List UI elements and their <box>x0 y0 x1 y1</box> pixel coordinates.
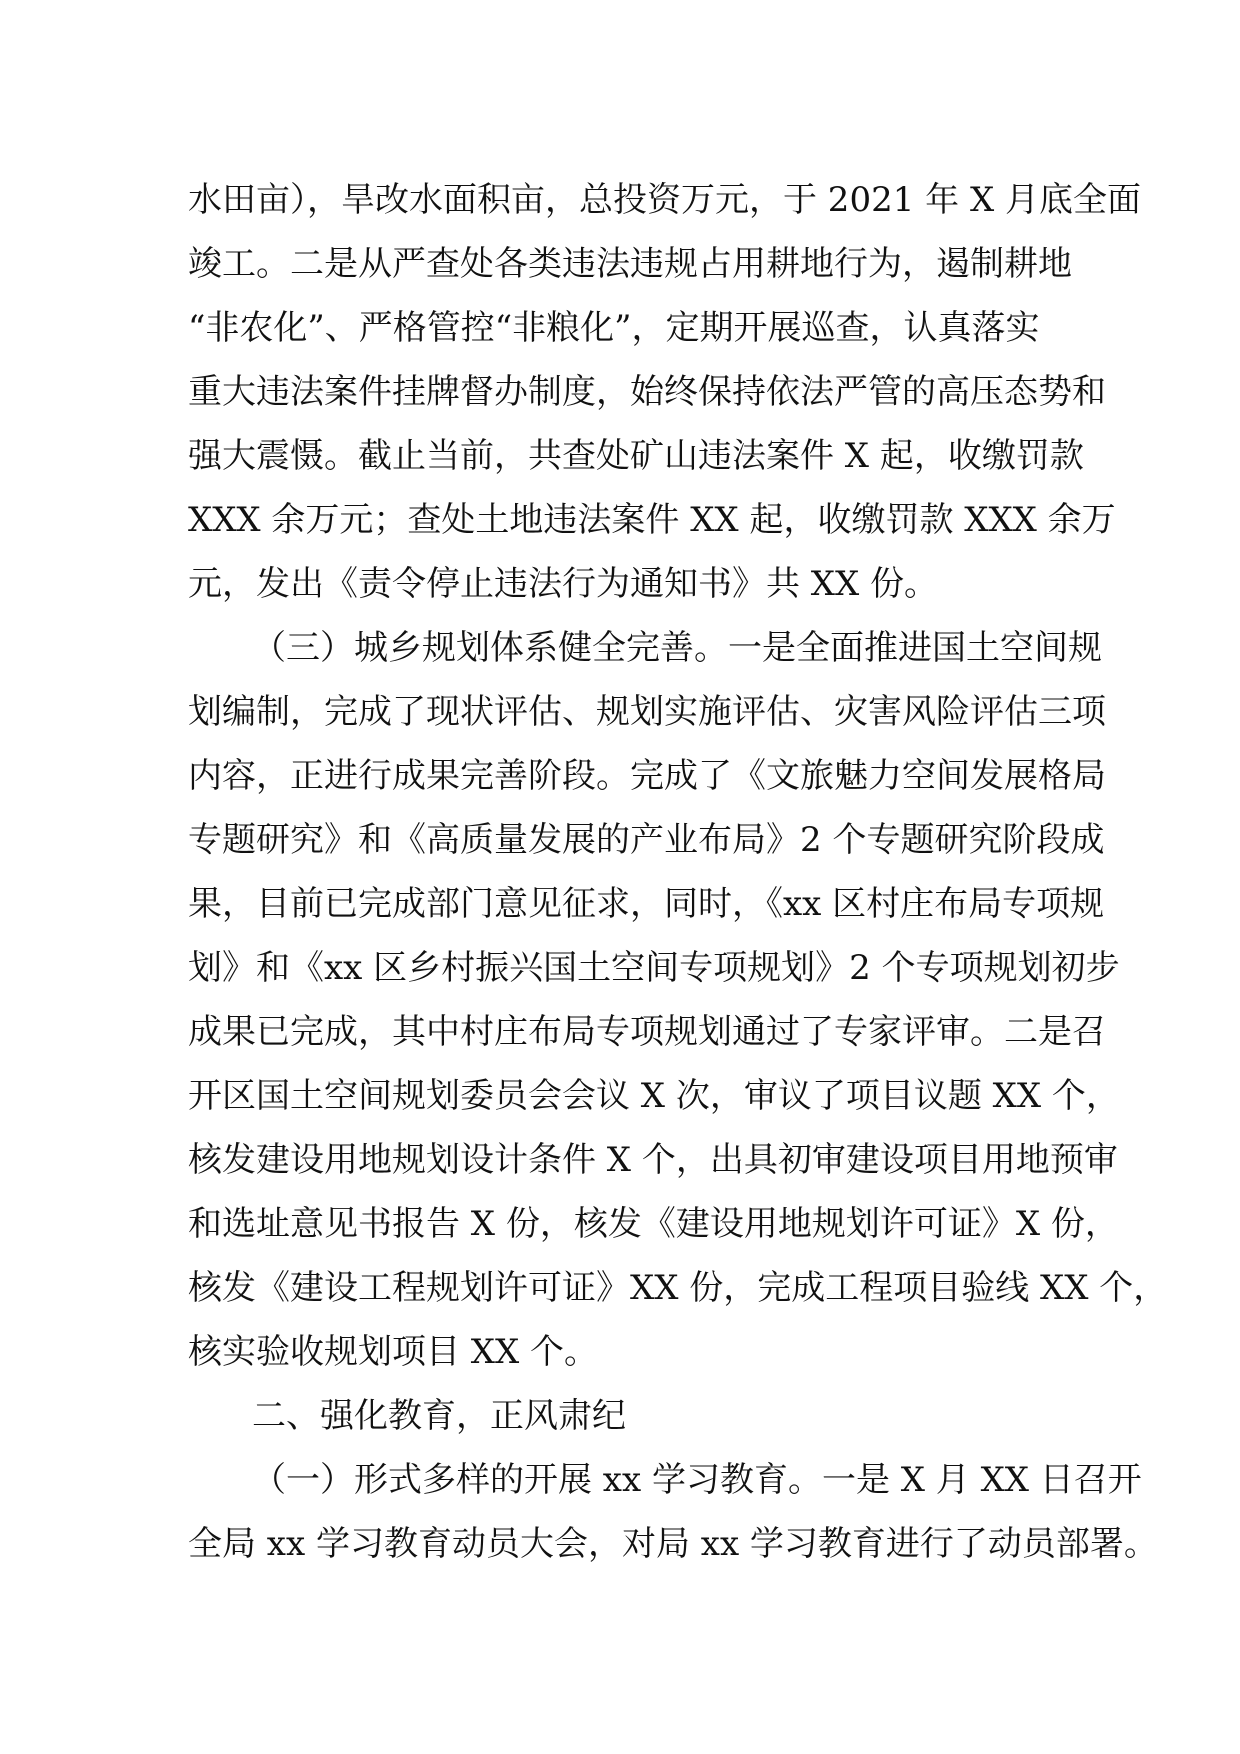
section-heading-line: （一）形式多样的开展 xx 学习教育。一是 X 月 XX 日召开 <box>252 1460 1142 1500</box>
body-text <box>188 168 1168 1576</box>
text-line: 核发建设用地规划设计条件 X 个，出具初审建设项目用地预审 <box>188 1140 1118 1180</box>
text-line: 划》和《xx 区乡村振兴国土空间专项规划》2 个专项规划初步 <box>188 948 1120 988</box>
text-line: XXX 余万元；查处土地违法案件 XX 起，收缴罚款 XXX 余万 <box>188 500 1116 540</box>
text-line: 竣工。二是从严查处各类违法违规占用耕地行为，遏制耕地 <box>188 244 1072 284</box>
chapter-heading-line: 二、强化教育，正风肃纪 <box>252 1396 626 1436</box>
text-line: 划编制，完成了现状评估、规划实施评估、灾害风险评估三项 <box>188 692 1106 732</box>
text-line: 水田亩），旱改水面积亩，总投资万元，于 2021 年 X 月底全面 <box>188 180 1141 220</box>
text-line: 核发《建设工程规划许可证》XX 份，完成工程项目验线 XX 个， <box>188 1268 1168 1308</box>
text-line: 强大震慑。截止当前，共查处矿山违法案件 X 起，收缴罚款 <box>188 436 1084 476</box>
text-line: 开区国土空间规划委员会会议 X 次，审议了项目议题 XX 个， <box>188 1076 1120 1116</box>
text-line: 成果已完成，其中村庄布局专项规划通过了专家评审。二是召 <box>188 1012 1106 1052</box>
section-heading-line: （三）城乡规划体系健全完善。一是全面推进国土空间规 <box>252 628 1102 668</box>
text-line: 元，发出《责令停止违法行为通知书》共 XX 份。 <box>188 564 939 604</box>
text-line: 内容，正进行成果完善阶段。完成了《文旅魅力空间发展格局 <box>188 756 1106 796</box>
text-line: 全局 xx 学习教育动员大会，对局 xx 学习教育进行了动员部署。 <box>188 1524 1158 1564</box>
text-line: “非农化”、严格管控“非粮化”，定期开展巡查，认真落实 <box>188 308 1040 348</box>
text-line: 重大违法案件挂牌督办制度，始终保持依法严管的高压态势和 <box>188 372 1106 412</box>
text-line: 专题研究》和《高质量发展的产业布局》2 个专题研究阶段成 <box>188 820 1105 860</box>
text-line: 核实验收规划项目 XX 个。 <box>188 1332 599 1372</box>
text-line: 果，目前已完成部门意见征求，同时，《xx 区村庄布局专项规 <box>188 884 1105 924</box>
text-line: 和选址意见书报告 X 份，核发《建设用地规划许可证》X 份， <box>188 1204 1119 1244</box>
